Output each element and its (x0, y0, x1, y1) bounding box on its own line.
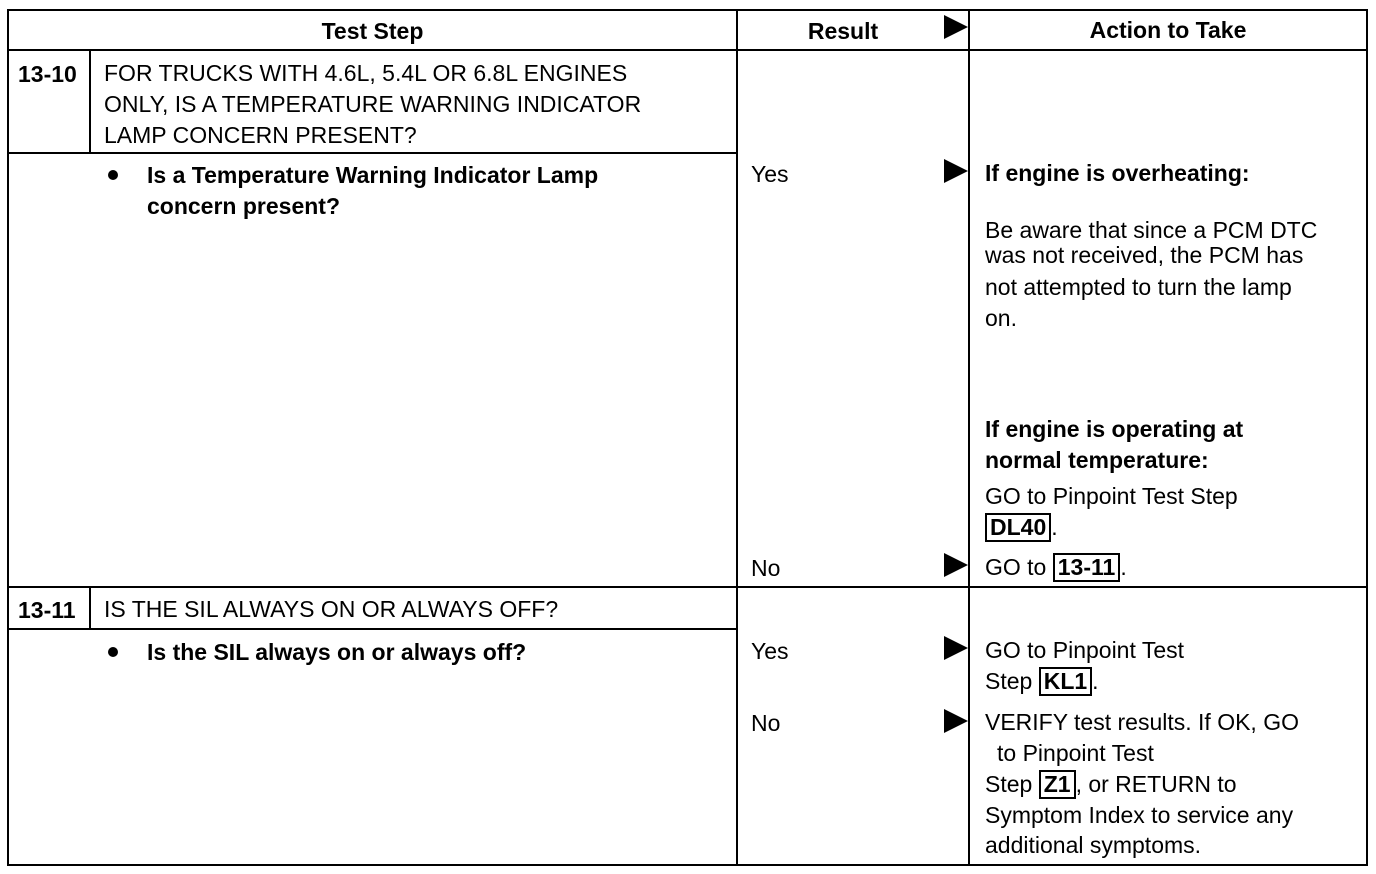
step-13-10-question-line1: Is a Temperature Warning Indicator Lamp (147, 162, 599, 188)
step-13-11-question: Is the SIL always on or always off? (147, 639, 527, 665)
bullet-icon (108, 647, 118, 657)
rule-top (7, 9, 1368, 11)
rule-right (1366, 9, 1368, 866)
header-result: Result (807, 18, 879, 44)
rule-left (7, 9, 9, 866)
rule-13-10-title-bottom (7, 152, 738, 154)
step-13-10-title-line1: FOR TRUCKS WITH 4.6L, 5.4L OR 6.8L ENGINES (104, 60, 628, 86)
no-action-13-10-period: . (1120, 554, 1127, 580)
step-13-10-title-line2: ONLY, IS A TEMPERATURE WARNING INDICATOR (104, 91, 642, 117)
no-action-13-11-step: Step (985, 771, 1033, 797)
rule-13-11-title-bottom (7, 628, 738, 630)
header-action: Action to Take (1089, 17, 1247, 43)
step-13-11-no-arrow-icon (944, 709, 968, 733)
normal-heading-line1: If engine is operating at (985, 416, 1244, 442)
step-13-11-yes-arrow-icon (944, 636, 968, 660)
rule-number-col-13-11 (89, 586, 91, 630)
overheat-heading: If engine is overheating: (985, 160, 1250, 186)
yes-action-13-11-step: Step (985, 668, 1033, 694)
no-action-13-10 (985, 552, 1127, 583)
no-action-13-11-line1: VERIFY test results. If OK, GO (985, 709, 1299, 735)
normal-heading-line2: normal temperature: (985, 447, 1209, 473)
rule-bottom (7, 864, 1368, 866)
step-number-13-10: 13-10 (18, 61, 77, 87)
yes-action-13-11-line1: GO to Pinpoint Test (985, 637, 1185, 663)
ref-13-11-link[interactable]: 13-11 (1053, 553, 1121, 582)
ref-kl1-link[interactable]: KL1 (1039, 667, 1092, 696)
no-action-13-10-prefix: GO to (985, 554, 1047, 580)
no-action-13-11-line2: to Pinpoint Test (997, 740, 1154, 766)
step-13-11-title: IS THE SIL ALWAYS ON OR ALWAYS OFF? (104, 596, 559, 622)
bullet-icon (108, 170, 118, 180)
rule-number-col-13-10 (89, 49, 91, 154)
normal-action-ref-line (985, 512, 1058, 543)
yes-action-13-11-period: . (1092, 668, 1099, 694)
rule-action-left (968, 9, 970, 866)
no-action-13-11-line4: Symptom Index to service any (985, 802, 1294, 828)
rule-header-bottom (7, 49, 1368, 51)
overheat-line4: on. (985, 305, 1017, 331)
no-action-13-11-line3 (985, 769, 1237, 800)
step-13-10-yes-arrow-icon (944, 159, 968, 183)
ref-dl40-link[interactable]: DL40 (985, 513, 1051, 542)
header-arrow-icon (944, 15, 968, 39)
step-13-10-question-line2: concern present? (147, 193, 340, 219)
header-test-step: Test Step (321, 18, 424, 44)
step-13-10-title-line3: LAMP CONCERN PRESENT? (104, 122, 417, 148)
overheat-line1: Be aware that since a PCM DTC (985, 217, 1318, 243)
ref-z1-link[interactable]: Z1 (1039, 770, 1076, 799)
step-13-10-no-arrow-icon (944, 553, 968, 577)
step-number-13-11: 13-11 (18, 597, 76, 623)
overheat-line2: was not received, the PCM has (985, 242, 1304, 268)
no-action-13-11-line3-suffix: , or RETURN to (1075, 771, 1237, 797)
rule-13-10-bottom (7, 586, 1368, 588)
step-13-10-no: No (751, 555, 781, 581)
yes-action-13-11-line2 (985, 666, 1099, 697)
step-13-10-yes: Yes (751, 161, 789, 187)
no-action-13-11-line5: additional symptoms. (985, 832, 1202, 858)
overheat-line3: not attempted to turn the lamp (985, 274, 1292, 300)
rule-result-left (736, 9, 738, 866)
normal-action-line: GO to Pinpoint Test Step (985, 483, 1238, 509)
step-13-11-no: No (751, 710, 781, 736)
step-13-11-yes: Yes (751, 638, 789, 664)
normal-action-period: . (1051, 514, 1058, 540)
